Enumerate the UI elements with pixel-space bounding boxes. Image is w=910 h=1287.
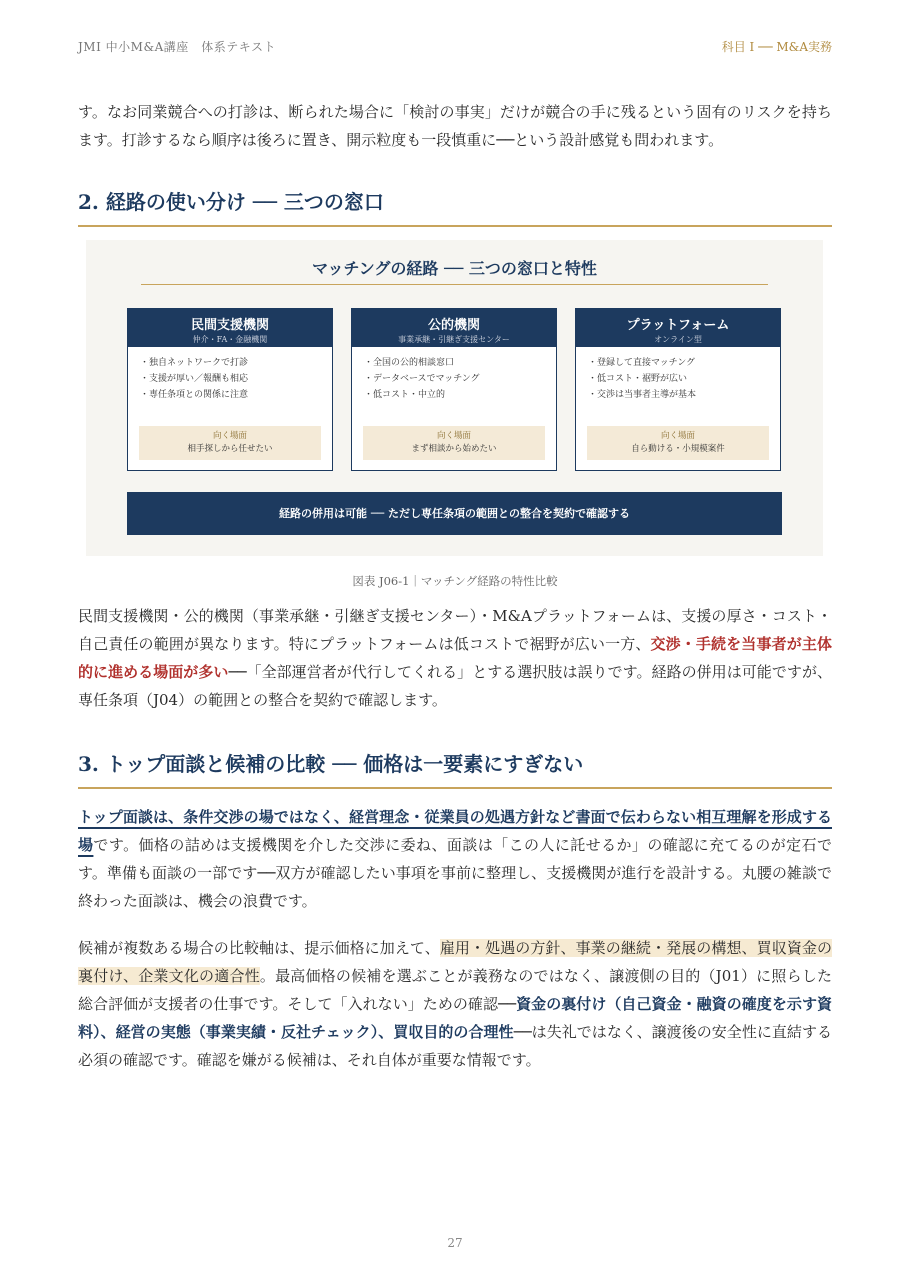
card-feature-list bbox=[128, 347, 332, 403]
card-subtitle: 事業承継・引継ぎ支援センター bbox=[398, 335, 510, 344]
use-case-label: 向く場面 bbox=[436, 431, 471, 441]
card-title: 公的機関 bbox=[427, 318, 480, 333]
list-item: ・データベースでマッチング bbox=[364, 374, 480, 384]
card-use-case-box bbox=[139, 426, 321, 460]
figure-caption: 図表 J06-1｜マッチング経路の特性比較 bbox=[352, 574, 558, 588]
route-card-private bbox=[127, 308, 333, 471]
use-case-text: まず相談から始めたい bbox=[411, 444, 497, 454]
section-2-heading-block bbox=[78, 186, 832, 227]
list-item: ・独自ネットワークで打診 bbox=[140, 358, 249, 368]
routes-paragraph bbox=[78, 602, 832, 714]
comparison-paragraph-block bbox=[78, 934, 832, 1074]
intro-paragraph: す。なお同業競合への打診は、断られた場合に「検討の事実」だけが競合の手に残るという固有のリスクを持ちます。打診するなら順序は後ろに置き、開示粒度も一段慎重に──という設計感覚も問われます。 bbox=[78, 103, 832, 149]
text-run: 候補が複数ある場合の比較軸は、提示価格に加えて、 bbox=[78, 939, 440, 957]
route-card-platform bbox=[575, 308, 781, 471]
list-item: ・交渉は当事者主導が基本 bbox=[588, 390, 697, 400]
card-header bbox=[576, 309, 780, 347]
running-header-subject: 科目 I ── M&A実務 bbox=[721, 40, 832, 54]
list-item: ・低コスト・裾野が広い bbox=[588, 374, 688, 384]
comparison-paragraph bbox=[78, 934, 832, 1074]
card-use-case-box bbox=[363, 426, 545, 460]
text-run: ──「全部運営者が代行してくれる」とする選択肢は誤りです。経路の併用は可能ですが、専任条項（J04）の範囲との整合を契約で確認します。 bbox=[78, 663, 832, 709]
text-run: です。価格の詰めは支援機関を介した交渉に委ね、面談は「この人に託せるか」の確認に充てるのが定石です。準備も面談の一部です──双方が確認したい事項を事前に整理し、支援機関が進行を設計する。丸腰の雑談で終わった面談は、機会の浪費です。 bbox=[78, 836, 832, 910]
use-case-text: 相手探しから任せたい bbox=[187, 444, 273, 454]
running-header-title: JMI 中小M&A講座 体系テキスト bbox=[78, 40, 277, 54]
matching-routes-figure bbox=[86, 240, 823, 556]
text-run: 。最高価格の候補を選ぶことが義務なのではなく、譲渡側の目的（J01）に照らした総合評価が支援者の仕事です。そして「入れない」ための確認── bbox=[78, 967, 832, 1013]
card-use-case-box bbox=[587, 426, 769, 460]
list-item: ・支援が厚い／報酬も相応 bbox=[140, 374, 249, 384]
use-case-label: 向く場面 bbox=[660, 431, 695, 441]
card-title: 民間支援機関 bbox=[190, 318, 269, 333]
figure-title-rule bbox=[141, 284, 768, 285]
card-feature-list bbox=[576, 347, 780, 403]
card-subtitle: オンライン型 bbox=[654, 335, 702, 344]
use-case-text: 自ら動ける・小規模案件 bbox=[631, 444, 725, 454]
routes-paragraph-block bbox=[78, 602, 832, 714]
highlighted-criteria: 雇用・処遇の方針、事業の継続・発展の構想、買収資金の裏付け、企業文化の適合性 bbox=[78, 939, 832, 985]
card-header bbox=[352, 309, 556, 347]
card-title: プラットフォーム bbox=[626, 318, 730, 333]
list-item: ・専任条項との関係に注意 bbox=[140, 390, 249, 400]
card-subtitle: 仲介・FA・金融機関 bbox=[192, 335, 268, 344]
list-item: ・登録して直接マッチング bbox=[588, 358, 696, 368]
figure-title: マッチングの経路 ── 三つの窓口と特性 bbox=[312, 259, 597, 278]
top-meeting-paragraph-block bbox=[78, 803, 832, 915]
emphasis-text: 交渉・手続を当事者が主体的に進める場面が多い bbox=[78, 635, 832, 681]
use-case-label: 向く場面 bbox=[212, 431, 247, 441]
text-run: ──は失礼ではなく、譲渡後の安全性に直結する必須の確認です。確認を嫌がる候補は、それ自体が重要な情報です。 bbox=[78, 1023, 832, 1069]
page-number: 27 bbox=[447, 1236, 463, 1250]
section-3-heading-block bbox=[78, 748, 832, 789]
bold-checklist: 資金の裏付け（自己資金・融資の確度を示す資料）、経営の実態（事業実績・反社チェック）、買収目的の合理性 bbox=[78, 995, 832, 1041]
top-meeting-paragraph bbox=[78, 803, 832, 915]
underlined-key-sentence: トップ面談は、条件交渉の場ではなく、経営理念・従業員の処遇方針など書面で伝わらない相互理解を形成する場 bbox=[78, 808, 832, 854]
section-2-heading: 2. 経路の使い分け ── 三つの窓口 bbox=[78, 186, 832, 227]
card-feature-list bbox=[352, 347, 556, 403]
list-item: ・全国の公的相談窓口 bbox=[364, 358, 455, 368]
intro-paragraph-block bbox=[78, 98, 832, 154]
card-header bbox=[128, 309, 332, 347]
combined-use-banner: 経路の併用は可能 ── ただし専任条項の範囲との整合を契約で確認する bbox=[127, 492, 782, 535]
text-run: 民間支援機関・公的機関（事業承継・引継ぎ支援センター）・M&Aプラットフォームは、支援の厚さ・コスト・自己責任の範囲が異なります。特にプラットフォームは低コストで裾野が広い一方、 bbox=[78, 607, 832, 653]
route-card-public bbox=[351, 308, 557, 471]
section-3-heading: 3. トップ面談と候補の比較 ── 価格は一要素にすぎない bbox=[78, 748, 832, 789]
list-item: ・低コスト・中立的 bbox=[364, 390, 446, 400]
